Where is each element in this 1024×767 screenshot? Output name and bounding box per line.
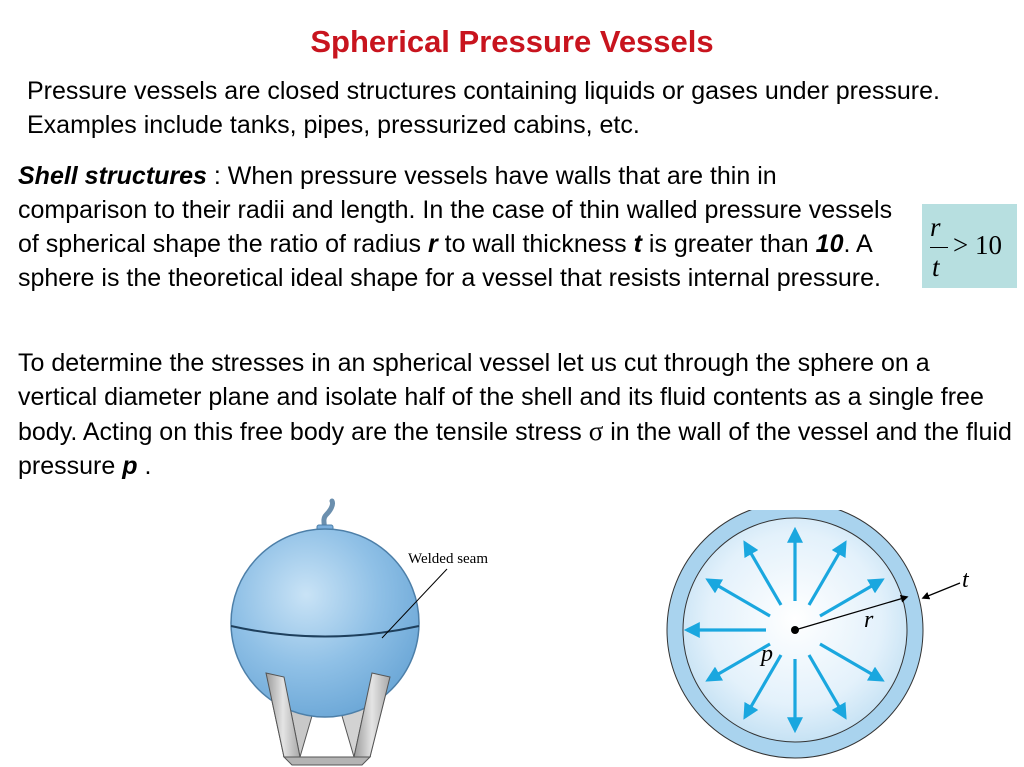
ratio-formula <box>922 204 1017 288</box>
pressure-label: p <box>761 641 773 667</box>
shell-text-2: to wall thickness <box>437 230 634 258</box>
formula-rhs: > 10 <box>953 230 1002 260</box>
radius-symbol: r <box>427 230 438 258</box>
intro-paragraph: Pressure vessels are closed structures containing liquids or gases under pressure. Examples include tanks, pipes, pressurized cabins, etc. <box>27 77 940 139</box>
thickness-symbol: t <box>633 230 642 258</box>
shell-text-1: : When pressure vessels have walls that are thin in comparison to their radii and length. In the case of thin walled pressure vessels of spherical shape the ratio of radius <box>18 162 893 258</box>
spherical-tank-figure <box>222 495 512 767</box>
welded-seam-label: Welded seam <box>408 551 489 567</box>
formula-denominator: t <box>932 252 940 282</box>
thickness-label: t <box>962 567 969 593</box>
ratio-value: 10 <box>815 230 844 258</box>
thickness-leader <box>923 583 960 598</box>
sigma-symbol: σ <box>588 416 604 446</box>
stress-text-3: . <box>137 452 152 480</box>
stress-paragraph <box>18 346 1013 483</box>
stress-text-1: To determine the stresses in an spherical vessel let us cut through the sphere on a vertical diameter plane and isolate half of the shell and its fluid contents as a single free body. Acting on this free body are the tensile stress <box>18 349 984 446</box>
shell-text-4: . A sphere is the theoretical ideal shape for a vessel that resists internal pressure. <box>18 230 881 292</box>
shell-text-3: is greater than <box>641 230 816 258</box>
fraction-bar <box>930 247 948 248</box>
tank-sphere <box>231 529 419 717</box>
page-title: Spherical Pressure Vessels <box>310 24 714 59</box>
pressure-symbol: p <box>122 452 138 480</box>
radius-label: r <box>864 607 874 633</box>
formula-numerator: r <box>930 212 941 242</box>
stress-text-2: in the wall of the vessel and the fluid pressure <box>18 418 1012 480</box>
shell-structures-term: Shell structures <box>18 162 207 190</box>
shell-structures-paragraph <box>18 159 908 295</box>
sphere-cross-section-figure <box>655 510 985 767</box>
